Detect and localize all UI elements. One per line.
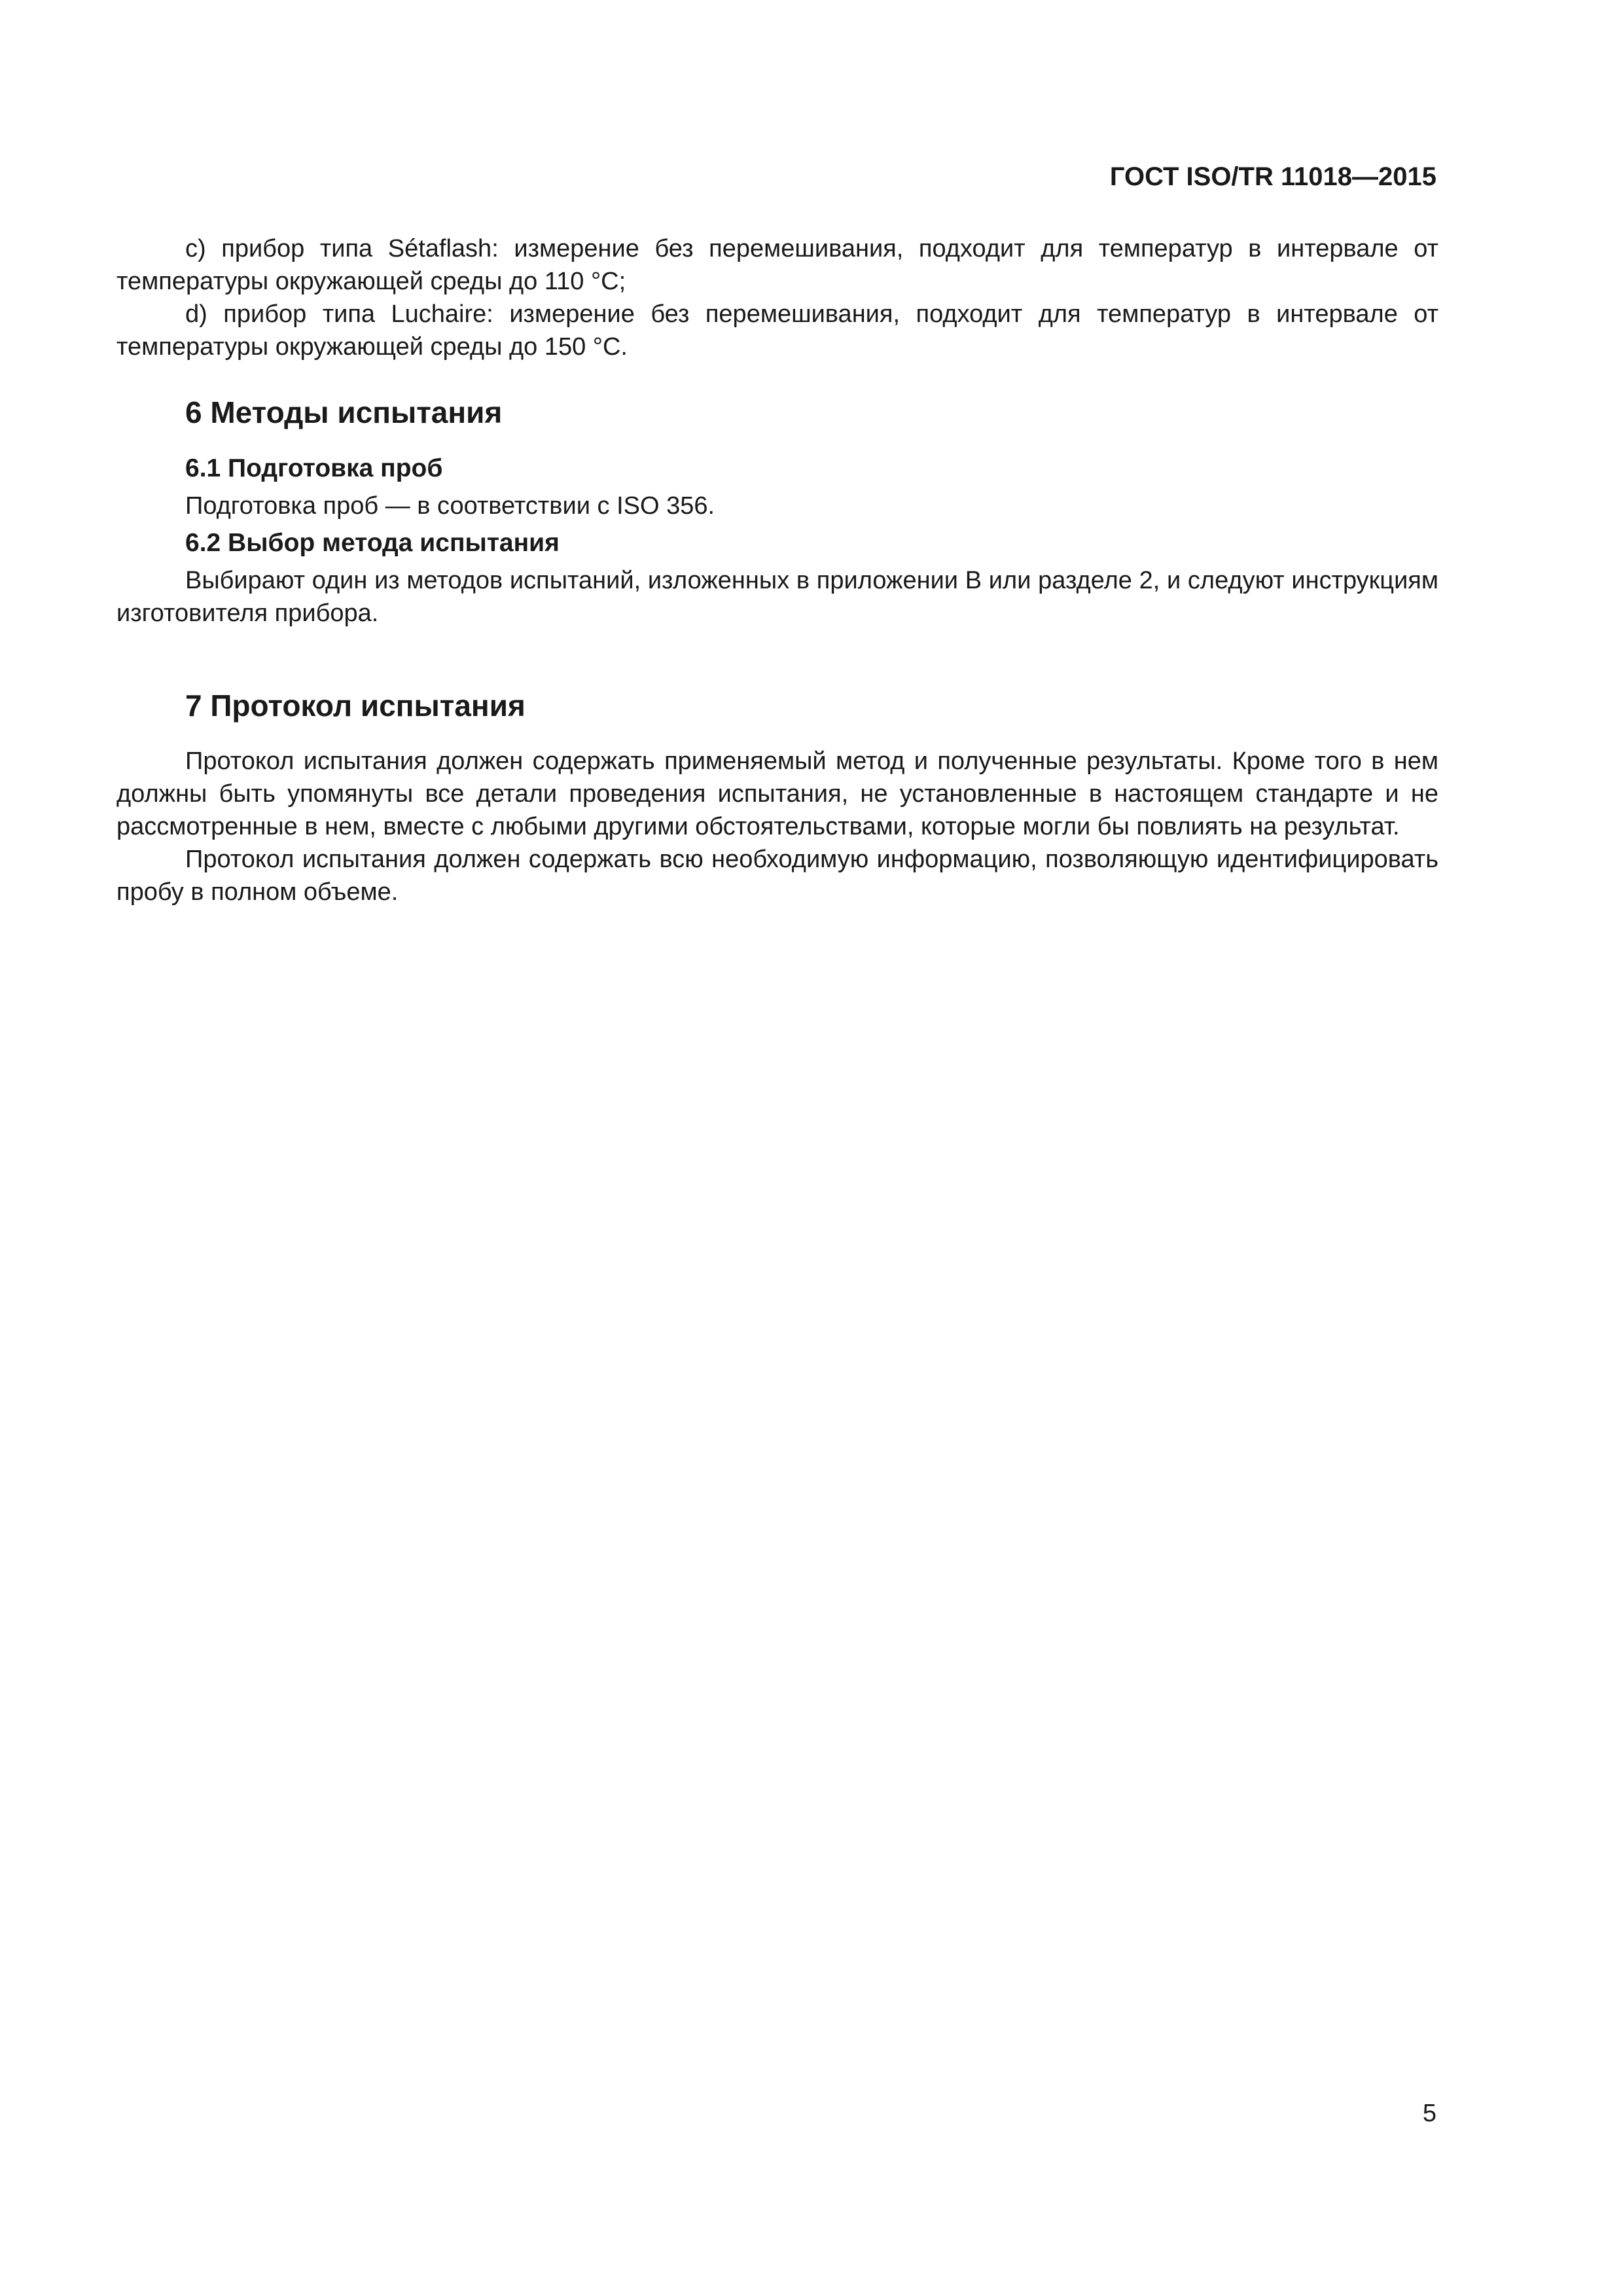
section-6 xyxy=(116,393,1438,630)
section-7-paragraph-1: Протокол испытания должен содержать применяемый метод и полученные результаты. Кроме того в нем должны быть упомянуты все детали проведения испытания, не установленные в настоящем стандарте и не рассмотренные в нем, вместе с любыми другими обстоятельствами, которые могли бы повлиять на результат. xyxy=(116,747,1438,840)
subsection-6-2-text: Выбирают один из методов испытаний, изложенных в приложении В или разделе 2, и следуют инструкциям изготовителя прибора. xyxy=(116,567,1438,627)
section-6-heading: 6 Методы испытания xyxy=(185,395,503,429)
list-item-d: d) прибор типа Luchaire: измерение без перемешивания, подходит для температур в интервале от температуры окружающей среды до 150 °С. xyxy=(116,300,1438,361)
subsection-6-2-heading: 6.2 Выбор метода испытания xyxy=(185,529,560,557)
section-7-heading: 7 Протокол испытания xyxy=(185,689,526,723)
list-item-c: c) прибор типа Sétaflash: измерение без перемешивания, подходит для температур в интервале от температуры окружающей среды до 110 °С; xyxy=(116,235,1438,295)
section-7 xyxy=(116,686,1438,908)
standard-code-header: ГОСТ ISO/TR 11018—2015 xyxy=(1109,162,1436,191)
page-number: 5 xyxy=(1422,2100,1436,2127)
list-block xyxy=(116,232,1438,363)
subsection-6-1-heading: 6.1 Подготовка проб xyxy=(185,454,443,482)
subsection-6-1-text: Подготовка проб — в соответствии с ISO 356. xyxy=(185,492,715,520)
section-7-paragraph-2: Протокол испытания должен содержать всю необходимую информацию, позволяющую идентифицировать пробу в полном объеме. xyxy=(116,846,1438,906)
